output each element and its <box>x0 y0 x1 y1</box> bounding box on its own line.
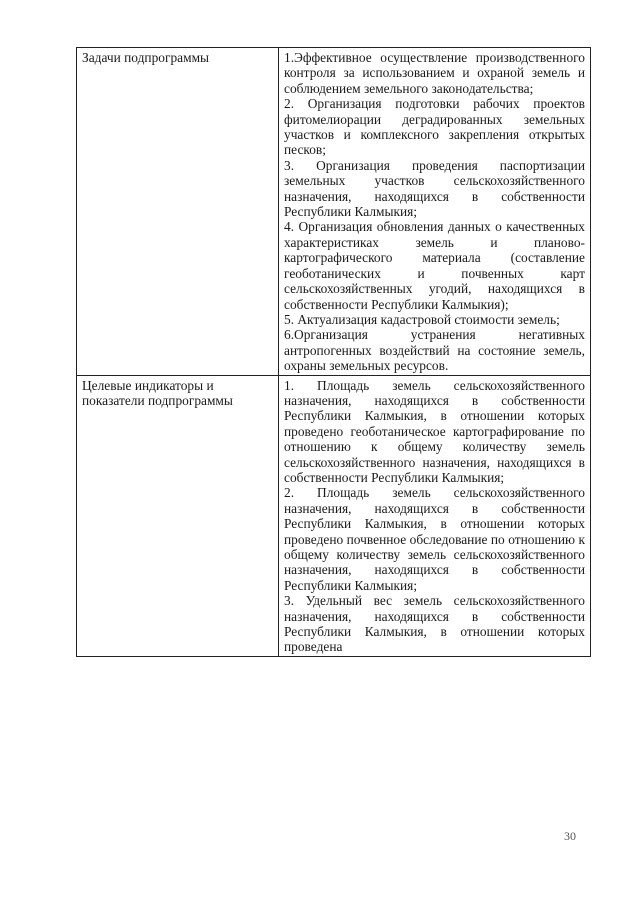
row-content-tasks <box>279 48 591 376</box>
task-item-5: 5. Актуализация кадастровой стоимости земель; <box>284 311 560 327</box>
task-item-4: 4. Организация обновления данных о качественных характеристиках земель и планово-картографического материала (составление геоботанических и почвенных карт сельскохозяйственных угодий, находящихся в собственности Республики Калмыкия); <box>284 219 585 312</box>
row-content-indicators <box>279 375 591 656</box>
row-label-indicators: Целевые индикаторы и показатели подпрограммы <box>77 375 279 656</box>
task-item-2: 2. Организация подготовки рабочих проектов фитомелиорации деградированных земельных участков и комплексного закрепления открытых песков; <box>284 96 585 158</box>
row-label-tasks: Задачи подпрограммы <box>77 48 279 376</box>
table-row-indicators <box>77 375 591 656</box>
indicator-item-1: 1. Площадь земель сельскохозяйственного назначения, находящихся в собственности Республики Калмыкия, в отношении которых проведено геоботаническое картографирование по отношению к общему количеству земель сельскохозяйственного назначения, находящихся в собственности Республики Калмыкия; <box>284 377 585 485</box>
task-item-3: 3. Организация проведения паспортизации земельных участков сельскохозяйственного назначения, находящихся в собственности Республики Калмыкия; <box>284 157 585 220</box>
indicator-item-2: 2. Площадь земель сельскохозяйственного назначения, находящихся в собственности Республики Калмыкия, в отношении которых проведено почвенное обследование по отношению к общему количеству земель сельскохозяйственного назначения, находящихся в собственности Республики Калмыкия; <box>284 485 585 593</box>
table-row-tasks <box>77 48 591 376</box>
indicator-item-3: 3. Удельный вес земель сельскохозяйственного назначения, находящихся в собственности Республики Калмыкия, в отношении которых проведена <box>284 593 585 655</box>
subprogram-passport-table <box>76 47 591 657</box>
task-item-6: 6.Организация устранения негативных антропогенных воздействий на состояние земель, охраны земельных ресурсов. <box>284 327 585 374</box>
task-item-1: 1.Эффективное осуществление производственного контроля за использованием и охраной земель и соблюдением земельного законодательства; <box>284 50 585 96</box>
page-number: 30 <box>564 829 576 843</box>
